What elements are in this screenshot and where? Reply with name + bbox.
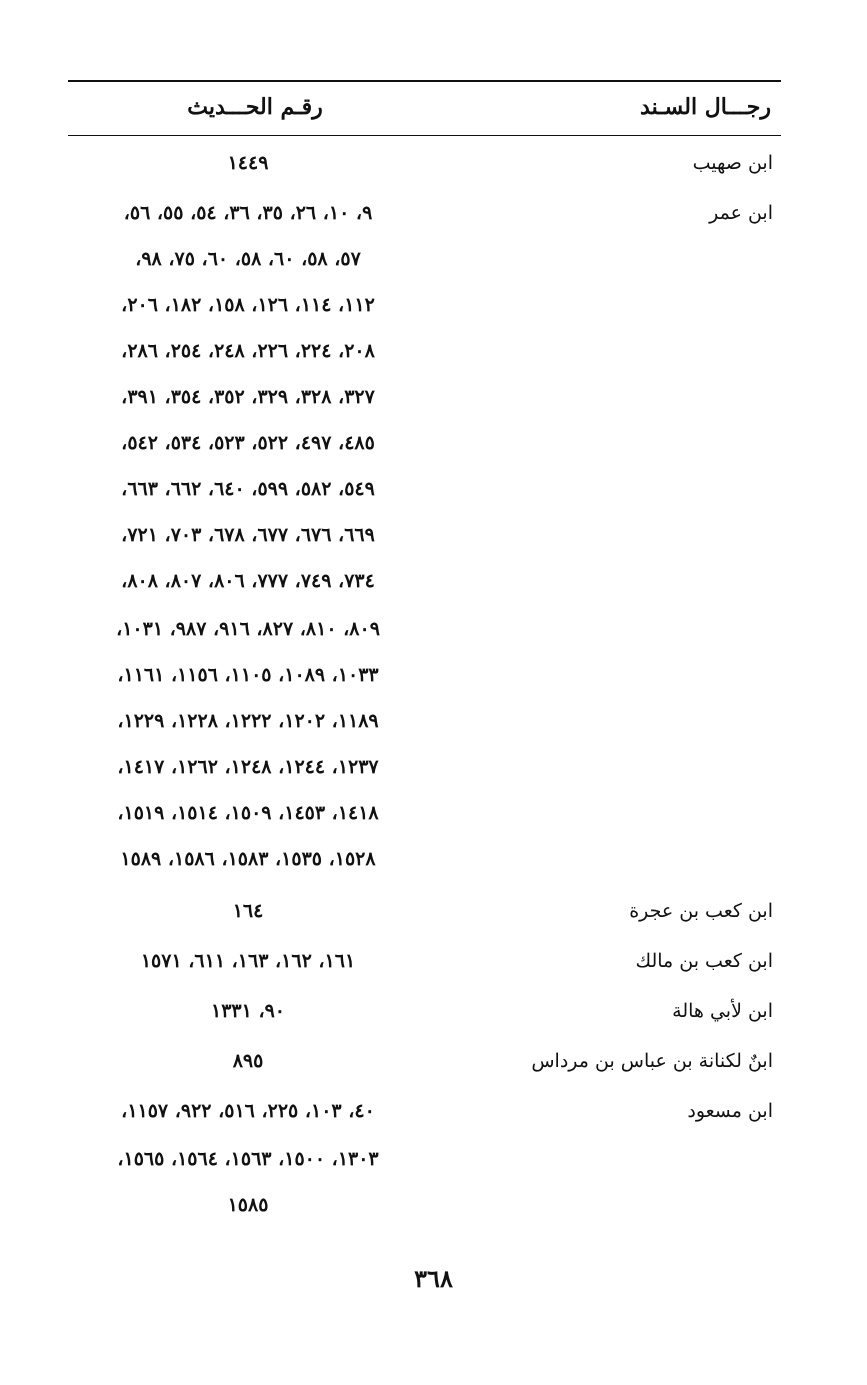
hadith-numbers-column-header: رقـم الحـــديث bbox=[187, 94, 323, 120]
hadith-numbers: ١١٨٩، ١٢٠٢، ١٢٢٢، ١٢٢٨، ١٢٢٩، bbox=[117, 710, 379, 732]
hadith-numbers: ٦٦٩، ٦٧٦، ٦٧٧، ٦٧٨، ٧٠٣، ٧٢١، bbox=[121, 524, 375, 546]
hadith-numbers: ٩٠، ١٣٣١ bbox=[211, 1000, 285, 1022]
index-row bbox=[0, 1100, 867, 1140]
index-row bbox=[0, 710, 867, 750]
index-row bbox=[0, 294, 867, 334]
index-row bbox=[0, 386, 867, 426]
hadith-numbers: ٢٠٨، ٢٢٤، ٢٢٦، ٢٤٨، ٢٥٤، ٢٨٦، bbox=[121, 340, 375, 362]
index-row bbox=[0, 664, 867, 704]
hadith-numbers: ١٥٢٨، ١٥٣٥، ١٥٨٣، ١٥٨٦، ١٥٨٩ bbox=[120, 848, 376, 870]
narrator-name: ابنٌ لكنانة بن عباس بن مرداس bbox=[531, 1050, 773, 1072]
narrator-name: ابن صهيب bbox=[692, 152, 773, 174]
hadith-numbers: ١٤٤٩ bbox=[227, 152, 269, 174]
hadith-numbers: ٣٢٧، ٣٢٨، ٣٢٩، ٣٥٢، ٣٥٤، ٣٩١، bbox=[121, 386, 375, 408]
hadith-numbers: ٧٣٤، ٧٤٩، ٧٧٧، ٨٠٦، ٨٠٧، ٨٠٨، bbox=[121, 570, 375, 592]
index-row bbox=[0, 848, 867, 888]
hadith-numbers: ١٦١، ١٦٢، ١٦٣، ٦١١، ١٥٧١ bbox=[140, 950, 356, 972]
narrators-column-header: رجـــال السـند bbox=[640, 94, 771, 120]
narrator-name: ابن لأبي هالة bbox=[672, 1000, 773, 1022]
index-row bbox=[0, 950, 867, 990]
index-row bbox=[0, 900, 867, 940]
index-row bbox=[0, 756, 867, 796]
hadith-numbers: ١٣٠٣، ١٥٠٠، ١٥٦٣، ١٥٦٤، ١٥٦٥، bbox=[117, 1148, 379, 1170]
index-row bbox=[0, 524, 867, 564]
index-row bbox=[0, 478, 867, 518]
hadith-numbers: ٤٨٥، ٤٩٧، ٥٢٢، ٥٢٣، ٥٣٤، ٥٤٢، bbox=[121, 432, 375, 454]
index-row bbox=[0, 1050, 867, 1090]
hadith-numbers: ١١٢، ١١٤، ١٢٦، ١٥٨، ١٨٢، ٢٠٦، bbox=[121, 294, 375, 316]
hadith-numbers: ٥٤٩، ٥٨٢، ٥٩٩، ٦٤٠، ٦٦٢، ٦٦٣، bbox=[121, 478, 375, 500]
hadith-numbers: ١٥٨٥ bbox=[227, 1194, 269, 1216]
narrator-name: ابن كعب بن مالك bbox=[635, 950, 773, 972]
index-row bbox=[0, 1148, 867, 1188]
index-row bbox=[0, 202, 867, 242]
hadith-numbers: ٤٠، ١٠٣، ٢٢٥، ٥١٦، ٩٢٢، ١١٥٧، bbox=[121, 1100, 375, 1122]
hadith-numbers: ١٢٣٧، ١٢٤٤، ١٢٤٨، ١٢٦٢، ١٤١٧، bbox=[117, 756, 379, 778]
hadith-numbers: ١٠٣٣، ١٠٨٩، ١١٠٥، ١١٥٦، ١١٦١، bbox=[117, 664, 379, 686]
hadith-numbers: ١٤١٨، ١٤٥٣، ١٥٠٩، ١٥١٤، ١٥١٩، bbox=[117, 802, 379, 824]
index-row bbox=[0, 802, 867, 842]
index-row bbox=[0, 618, 867, 658]
page-number: ٣٦٨ bbox=[414, 1264, 453, 1293]
index-row bbox=[0, 1000, 867, 1040]
hadith-numbers: ٥٧، ٥٨، ٦٠، ٥٨، ٦٠، ٧٥، ٩٨، bbox=[135, 248, 361, 270]
hadith-numbers: ٨٠٩، ٨١٠، ٨٢٧، ٩١٦، ٩٨٧، ١٠٣١، bbox=[116, 618, 380, 640]
index-row bbox=[0, 152, 867, 192]
narrator-name: ابن كعب بن عجرة bbox=[629, 900, 773, 922]
index-row bbox=[0, 570, 867, 610]
index-row bbox=[0, 1194, 867, 1234]
narrator-name: ابن عمر bbox=[709, 202, 773, 224]
index-row bbox=[0, 340, 867, 380]
hadith-numbers: ٨٩٥ bbox=[232, 1050, 264, 1072]
index-row bbox=[0, 432, 867, 472]
narrator-name: ابن مسعود bbox=[687, 1100, 773, 1122]
hadith-numbers: ١٦٤ bbox=[232, 900, 264, 922]
index-row bbox=[0, 248, 867, 288]
hadith-numbers: ٩، ١٠، ٢٦، ٣٥، ٣٦، ٥٤، ٥٥، ٥٦، bbox=[123, 202, 373, 224]
